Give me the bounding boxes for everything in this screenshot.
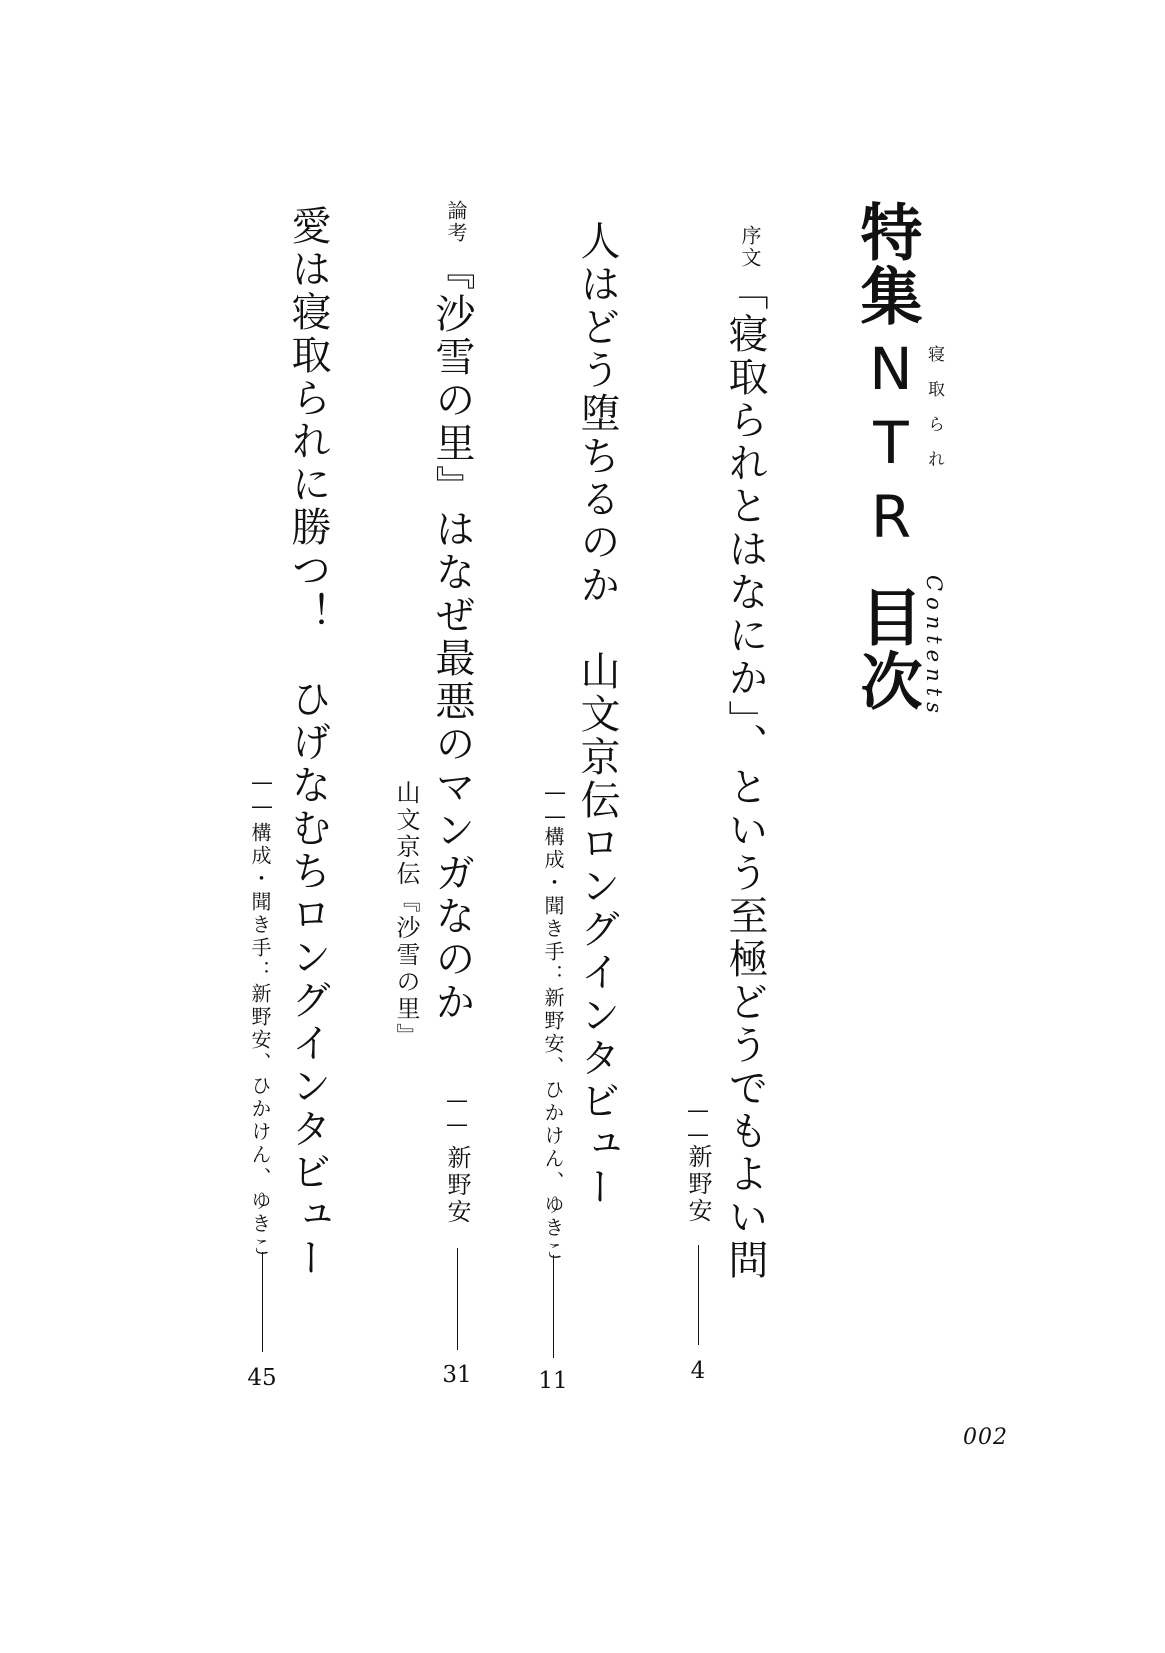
entry4-page: 45 xyxy=(247,1365,277,1391)
entry3-leader xyxy=(457,1248,458,1350)
title-feature: 特集 xyxy=(850,200,923,328)
entry4-dash: ―― xyxy=(250,770,274,818)
page-folio: 002 xyxy=(963,1425,1008,1450)
entry3-page: 31 xyxy=(442,1362,472,1388)
title-ntr-ruby: 寝取られ xyxy=(924,345,944,485)
entry1-dash: ―― xyxy=(686,1098,710,1146)
entry1-leader xyxy=(698,1245,699,1345)
entry1-label: 序文 xyxy=(738,225,762,269)
entry2-leader xyxy=(553,1255,554,1358)
entry3-subtitle: 山文京伝『沙雪の里』 xyxy=(392,780,420,1050)
entry3-author: 新野安 xyxy=(443,1145,471,1226)
title-ntr: NTR xyxy=(857,335,925,557)
entry1-author: 新野安 xyxy=(684,1144,712,1225)
entry1-page: 4 xyxy=(690,1358,706,1384)
entry2-page: 11 xyxy=(538,1368,568,1394)
entry1-title[interactable]: 「寝取られとはなにか」、という至極どうでもよい問 xyxy=(722,270,768,1282)
entry2-title[interactable]: 人はどう堕ちるのか 山文京伝ロングインタビュー xyxy=(574,220,620,1209)
entry4-title[interactable]: 愛は寝取られに勝つ！ ひげなむちロングインタビュー xyxy=(285,205,331,1280)
entry3-label: 論考 xyxy=(444,200,468,244)
entry3-dash: ―― xyxy=(445,1088,469,1136)
contents-label: Contents xyxy=(922,575,946,719)
title-contents: 目次 xyxy=(850,585,923,713)
entry2-dash: ―― xyxy=(543,780,567,828)
entry3-title[interactable]: 『沙雪の里』はなぜ最悪のマンガなのか xyxy=(429,250,475,1024)
entry2-credit: 構成・聞き手：新野安、ひかけん、ゆきこ xyxy=(541,826,565,1263)
entry4-leader xyxy=(262,1252,263,1352)
entry4-credit: 構成・聞き手：新野安、ひかけん、ゆきこ xyxy=(248,822,272,1259)
